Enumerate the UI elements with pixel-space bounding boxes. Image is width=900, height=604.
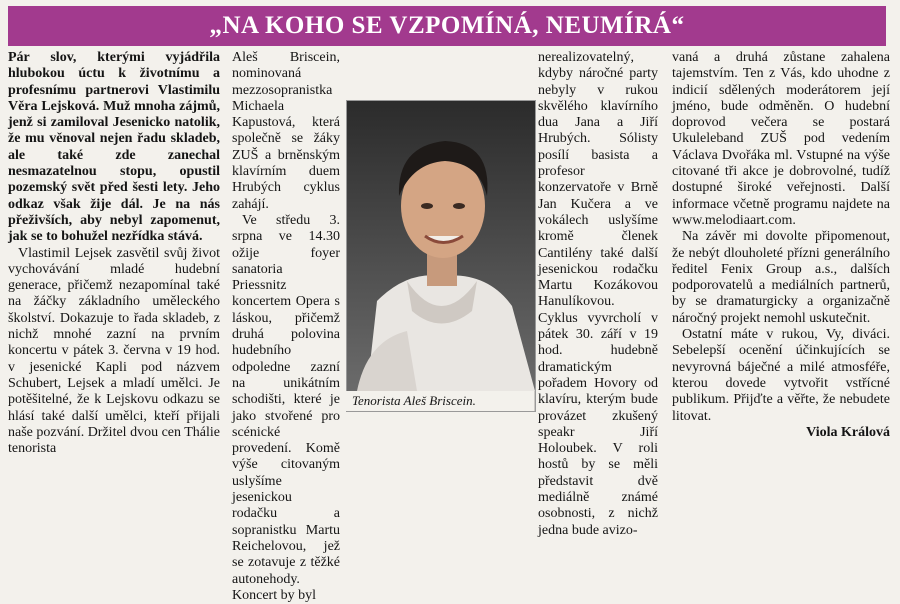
portrait-image [347,101,535,391]
paragraph: Ostatní máte v rukou, Vy, diváci. Sebelepší ocenění účinkujících se nevyrovná báječné a milé atmosféře, kterou dovede vytvořit vstřícné publikum. Přijďte a věřte, že nebudete litovat. [672,327,890,424]
paragraph: Cyklus vyvrcholí v pátek 30. září v 19 hod. hudebně dramatickým pořadem Hovory od klavíru, kterým bude provázet zkušený speakr Jiří Holoubek. V roli hostů by se měli představit dvě mediálně známé osobnosti, z nichž jedna bude avizo- [538,310,658,538]
paragraph: nerealizovatelný, kdyby náročné party nebyly v rukou skvělého klavírního dua Jana a Jiří Hrubých. Sólisty posílí basista a profesor konzervatoře v Brně Jan Kučera a ve vokálech uslyšíme kromě členek Cantilény také další jesenickou rodačku Martu Kozákovou Hanulíkovou. [538,50,658,310]
column-4 [672,50,890,441]
paragraph: vaná a druhá zůstane zahalena tajemstvím. Ten z Vás, kdo uhodne z indicií sdělených moderátorem její jméno, bude odměněn. O hudební doprovod večera se postará Ukuleleband ZUŠ pod vedením Václava Dvořáka ml. Vstupné na výše citované tři akce je dobrovolné, tudíž dostupné široké veřejnosti. Další informace včetně programu najdete na www.melodiaart.com. [672,50,890,228]
lead-paragraph: Pár slov, kterými vyjádřila hlubokou úctu k životnímu a profesnímu partnerovi Vlastimilu Věra Lejsková. Muž mnoha zájmů, jenž si zamiloval Jesenicko natolik, že mu věnoval nejen řadu skladeb, ale také zde zanechal nesmazatelnou stopu, opustil pozemský svět před šesti lety. Jeho odkaz však žije dál. Je na nás přeživších, aby nebyl zapomenut, jak se to bohužel nezřídka stává. [8,50,220,245]
headline-banner [8,6,886,46]
photo-caption: Tenorista Aleš Briscein. [346,391,534,411]
paragraph: Vlastimil Lejsek zasvětil svůj život vychovávání mladé hudební generace, přičemž nezapomínal také na žáčky základního uměleckého školství. Dokazuje to řada skladeb, z nichž mnohé zazní na prvním koncertu v pátek 3. června v 19 hod. v jesenické Kapli pod názvem Schubert, Lejsek a mladí umělci. Je potěšitelné, že k Lejskovu odkazu se hlásí také další umělci, kteří přijali naše pozvání. Držitel dvou cen Thálie tenorista [8,245,220,457]
headline: „NA KOHO SE VZPOMÍNÁ, NEUMÍRÁ“ [209,12,685,39]
column-1 [8,50,220,457]
paragraph: Aleš Briscein, nominovaná mezzosopranistka Michaela Kapustová, která společně se žáky ZUŠ a brněnským klavírním duem Hrubých cyklus zahájí. [232,50,340,212]
tenor-photo [346,100,536,412]
paragraph: Ve středu 3. srpna ve 14.30 ožije foyer sanatoria Priessnitz koncertem Opera s láskou, přičemž druhá polovina hudebního odpoledne zazní na unikátním schodišti, které je jako stvořené pro scénické provedení. Komě výše citovaným uslyšíme jesenickou rodačku a sopranistku Martu Reichelovou, jež se zotavuje z těžké autonehody. Koncert by byl [232,212,340,603]
author-signature: Viola Králová [806,424,890,440]
paragraph: Na závěr mi dovolte připomenout, že nebýt dlouholeté přízni generálního ředitel Fenix Group a.s., dalších podporovatelů a mediálních partnerů, by se dramaturgicky a organizačně náročný projekt nemohl uskutečnit. [672,229,890,326]
